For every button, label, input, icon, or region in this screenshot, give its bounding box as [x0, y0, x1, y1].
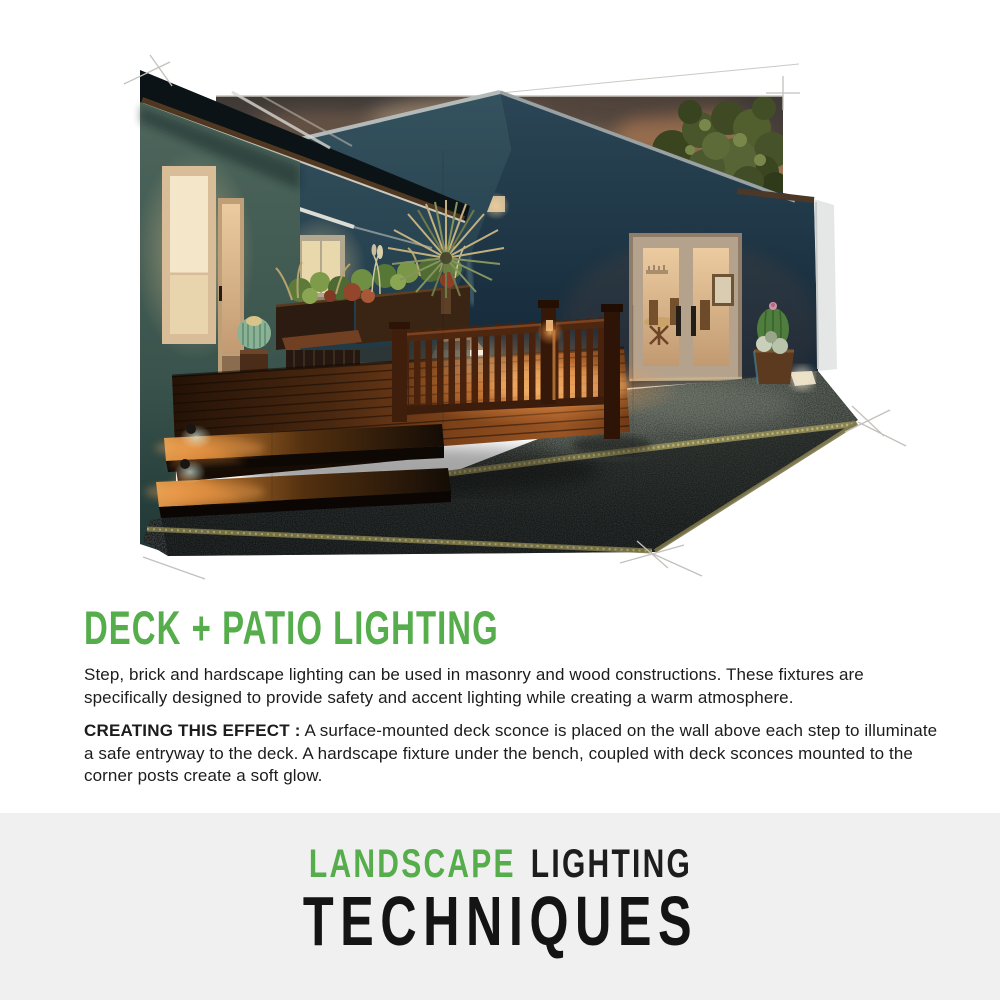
brand-word-lighting: LIGHTING [530, 842, 692, 886]
brand-word-techniques: TECHNIQUES [302, 882, 698, 960]
brand-line-1-text [308, 844, 691, 884]
footer-brand [0, 813, 1000, 1000]
gray-end-panel [814, 199, 837, 371]
brand-word-landscape: LANDSCAPE [308, 842, 516, 886]
door-handle [691, 306, 696, 336]
section-paragraph-1: Step, brick and hardscape lighting can be used in masonry and wood constructions. These fixtures are specifically designed to provide safety and accent lighting while creating a warm atmosphere. [84, 665, 864, 707]
construction-line [500, 64, 799, 93]
left-lit-window [162, 166, 216, 344]
brand-line-2 [0, 882, 1000, 960]
railing-post [392, 326, 407, 422]
section-heading-text: DECK + PATIO LIGHTING [84, 601, 499, 654]
door-handle [219, 286, 222, 301]
door-handle [676, 306, 681, 336]
section-paragraph-2 [84, 720, 940, 788]
effect-text: A surface-mounted deck sconce is placed on the wall above each step to illuminate a safe entryway to the deck. A hardscape fixture under the bench, coupled with deck sconces mounted to the corner posts create a soft glow. [84, 721, 938, 785]
section-heading [84, 601, 940, 654]
brand-line-1 [0, 844, 1000, 884]
railing-post [604, 309, 620, 439]
content-section [84, 601, 940, 788]
effect-label: CREATING THIS EFFECT : [84, 721, 301, 740]
